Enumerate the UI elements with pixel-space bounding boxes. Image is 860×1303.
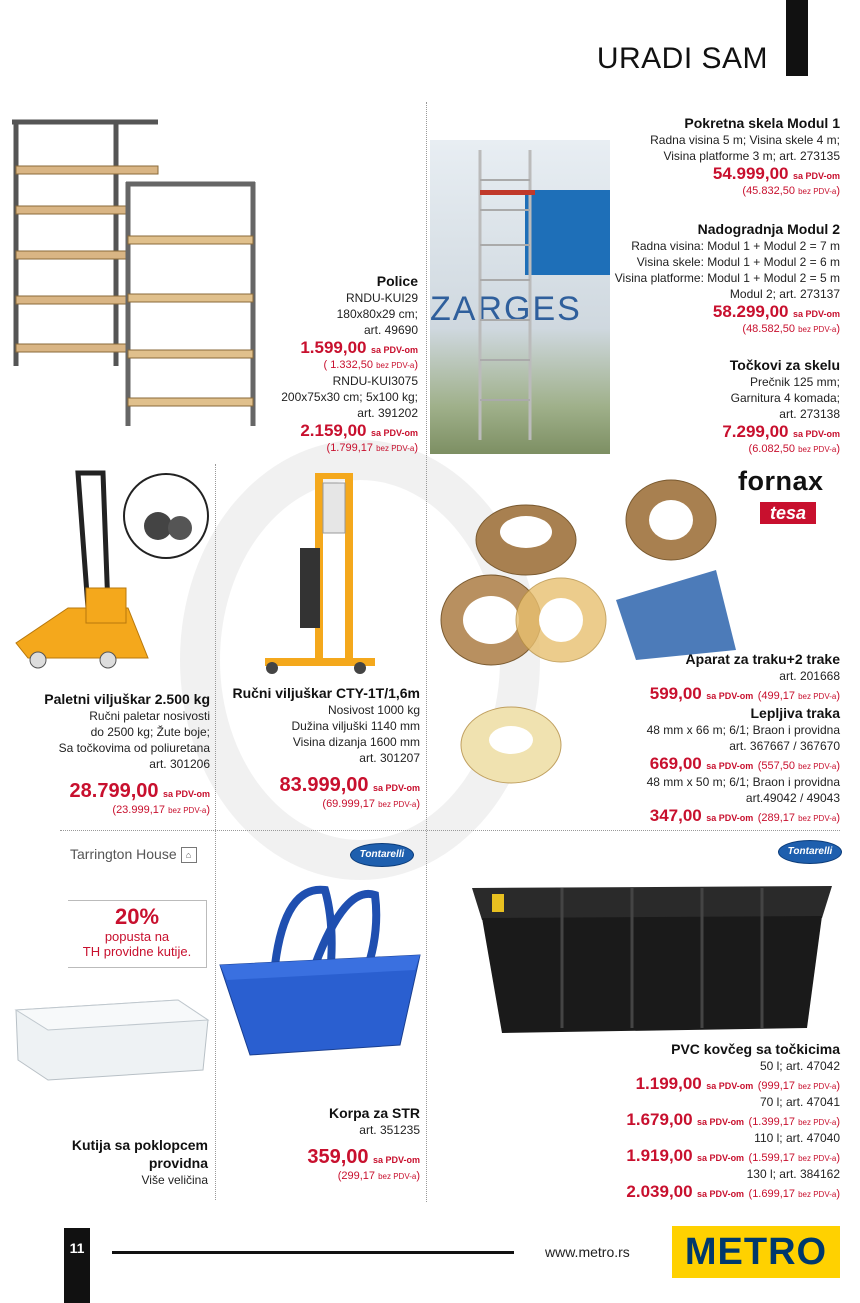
pallet-net: (23.999,17 bez PDV-a) xyxy=(112,804,210,816)
tape-desc-2b: art. 367667 / 367670 xyxy=(729,739,840,753)
stacker-net: (69.999,17 bez PDV-a) xyxy=(322,798,420,810)
tape-price-2: 669,00 sa PDV-om (557,50 bez PDV-a) xyxy=(649,754,840,773)
divider xyxy=(426,102,427,1202)
trunk-price-4: 2.039,00 sa PDV-om (1.699,17 bez PDV-a) xyxy=(626,1182,840,1201)
shelf-price-1: 1.599,00 sa PDV-om xyxy=(300,338,418,357)
basket-name: Korpa za STR xyxy=(328,1105,420,1121)
shelf-net-1: ( 1.332,50 bez PDV-a) xyxy=(323,359,418,371)
basket-net: (299,17 bez PDV-a) xyxy=(337,1170,420,1182)
tape-art-1: art. 201668 xyxy=(779,669,840,683)
pallet-desc-1: Ručni paletar nosivosti xyxy=(89,709,210,723)
scaffold-desc-1b: Visina platforme 3 m; art. 273135 xyxy=(663,149,840,163)
trunk-price-2: 1.679,00 sa PDV-om (1.399,17 bez PDV-a) xyxy=(626,1110,840,1129)
plastic-box-image xyxy=(8,990,213,1090)
pallet-desc-3: Sa točkovima od poliuretana xyxy=(58,741,210,755)
fornax-logo: fornax xyxy=(738,466,824,496)
stacker-image xyxy=(260,468,380,678)
scaffold-net-1: (45.832,50 bez PDV-a) xyxy=(742,185,840,197)
scaffold-frame xyxy=(460,150,560,450)
stacker-price: 83.999,00 sa PDV-om xyxy=(279,774,420,796)
tesa-logo: tesa xyxy=(760,502,816,524)
box-name-1: Kutija sa poklopcem xyxy=(71,1137,208,1153)
pallet-art: art. 301206 xyxy=(149,757,210,771)
trunk-image xyxy=(462,858,842,1038)
website-link[interactable]: www.metro.rs xyxy=(545,1244,630,1260)
tape-price-1: 599,00 sa PDV-om (499,17 bez PDV-a) xyxy=(649,684,840,703)
trunk-name: PVC kovčeg sa točkicima xyxy=(671,1041,840,1057)
scaffold-desc-2c: Visina platforme: Modul 1 + Modul 2 = 5 m xyxy=(614,271,840,285)
trunk-price-3: 1.919,00 sa PDV-om (1.599,17 bez PDV-a) xyxy=(626,1146,840,1165)
shelf-dims-2: 200x75x30 cm; 5x100 kg; xyxy=(281,390,418,404)
pallet-desc-2: do 2500 kg; Žute boje; xyxy=(90,725,210,739)
tape-price-3: 347,00 sa PDV-om (289,17 bez PDV-a) xyxy=(649,806,840,825)
box-desc: Više veličina xyxy=(141,1173,208,1187)
scaffold-desc-3a: Prečnik 125 mm; xyxy=(749,375,840,389)
tontarelli-logo-trunk: Tontarelli xyxy=(778,840,842,864)
scaffold-desc-3c: art. 273138 xyxy=(779,407,840,421)
divider xyxy=(215,464,216,1200)
scaffold-net-3: (6.082,50 bez PDV-a) xyxy=(748,443,840,455)
house-icon: ⌂ xyxy=(181,847,197,863)
trunk-variant-3: 110 l; art. 47040 xyxy=(754,1131,840,1145)
basket-price: 359,00 sa PDV-om xyxy=(307,1146,420,1168)
scaffold-price-1: 54.999,00 sa PDV-om xyxy=(712,164,840,183)
tape-desc-2a: 48 mm x 66 m; 6/1; Braon i providna xyxy=(646,723,840,737)
shelf-name: Police xyxy=(376,273,418,289)
zarges-sign: ZARGES xyxy=(430,290,582,328)
scaffold-name-3: Točkovi za skelu xyxy=(729,357,840,373)
stacker-desc-1: Nosivost 1000 kg xyxy=(327,703,420,717)
promo-line-2: TH providne kutije. xyxy=(82,944,192,959)
tape-desc-3b: art.49042 / 49043 xyxy=(745,791,840,805)
shelf-art-1: art. 49690 xyxy=(363,323,418,337)
trunk-price-1: 1.199,00 sa PDV-om (999,17 bez PDV-a) xyxy=(635,1074,840,1093)
shelf-price-2: 2.159,00 sa PDV-om xyxy=(300,421,418,440)
scaffold-net-2: (48.582,50 bez PDV-a) xyxy=(742,323,840,335)
basket-image xyxy=(215,885,425,1065)
promo-line-1: popusta na xyxy=(104,929,170,944)
shelf-net-2: (1.799,17 bez PDV-a) xyxy=(326,442,418,454)
divider xyxy=(60,830,840,831)
tape-name-2: Lepljiva traka xyxy=(750,705,840,721)
pallet-name: Paletni viljuškar 2.500 kg xyxy=(44,691,210,707)
trunk-variant-1: 50 l; art. 47042 xyxy=(759,1059,840,1073)
trunk-variant-4: 130 l; art. 384162 xyxy=(746,1167,840,1181)
scaffold-name-1: Pokretna skela Modul 1 xyxy=(684,115,840,131)
scaffold-name-2: Nadogradnja Modul 2 xyxy=(697,221,840,237)
page-number: 11 xyxy=(69,1240,85,1256)
basket-art: art. 351235 xyxy=(359,1123,420,1137)
tape-name-1: Aparat za traku+2 trake xyxy=(685,651,840,667)
stacker-desc-2: Dužina viljuški 1140 mm xyxy=(291,719,420,733)
trunk-variant-2: 70 l; art. 47041 xyxy=(759,1095,840,1109)
box-name-2: providna xyxy=(148,1155,208,1171)
shelf-code-2: RNDU-KUI3075 xyxy=(332,374,418,388)
scaffold-desc-2b: Visina skele: Modul 1 + Modul 2 = 6 m xyxy=(636,255,840,269)
header-black-bar xyxy=(786,0,808,76)
tape-desc-3a: 48 mm x 50 m; 6/1; Braon i providna xyxy=(646,775,840,789)
scaffold-price-2: 58.299,00 sa PDV-om xyxy=(712,302,840,321)
promo-badge xyxy=(68,900,207,968)
stacker-name: Ručni viljuškar CTY-1T/1,6m xyxy=(232,685,420,701)
scaffold-desc-2a: Radna visina: Modul 1 + Modul 2 = 7 m xyxy=(631,239,840,253)
pallet-price: 28.799,00 sa PDV-om xyxy=(69,780,210,802)
scaffold-desc-3b: Garnitura 4 komada; xyxy=(730,391,840,405)
shelf-dims-1: 180x80x29 cm; xyxy=(336,307,418,321)
scaffold-desc-2d: Modul 2; art. 273137 xyxy=(729,287,840,301)
promo-percent: 20% xyxy=(114,904,160,929)
stacker-art: art. 301207 xyxy=(359,751,420,765)
metro-logo: METRO xyxy=(672,1226,840,1278)
shelf-art-2: art. 391202 xyxy=(357,406,418,420)
scaffold-desc-1a: Radna visina 5 m; Visina skele 4 m; xyxy=(650,133,840,147)
stacker-desc-3: Visina dizanja 1600 mm xyxy=(292,735,420,749)
tarrington-logo: Tarrington House ⌂ xyxy=(70,846,197,863)
scaffold-price-3: 7.299,00 sa PDV-om xyxy=(722,422,840,441)
footer-rule xyxy=(112,1251,514,1254)
tontarelli-logo-basket: Tontarelli xyxy=(350,843,414,867)
shelf-image xyxy=(8,116,268,446)
shelf-code-1: RNDU-KUI29 xyxy=(345,291,418,305)
pallet-truck-image xyxy=(8,468,213,678)
section-title: URADI SAM xyxy=(596,42,768,75)
